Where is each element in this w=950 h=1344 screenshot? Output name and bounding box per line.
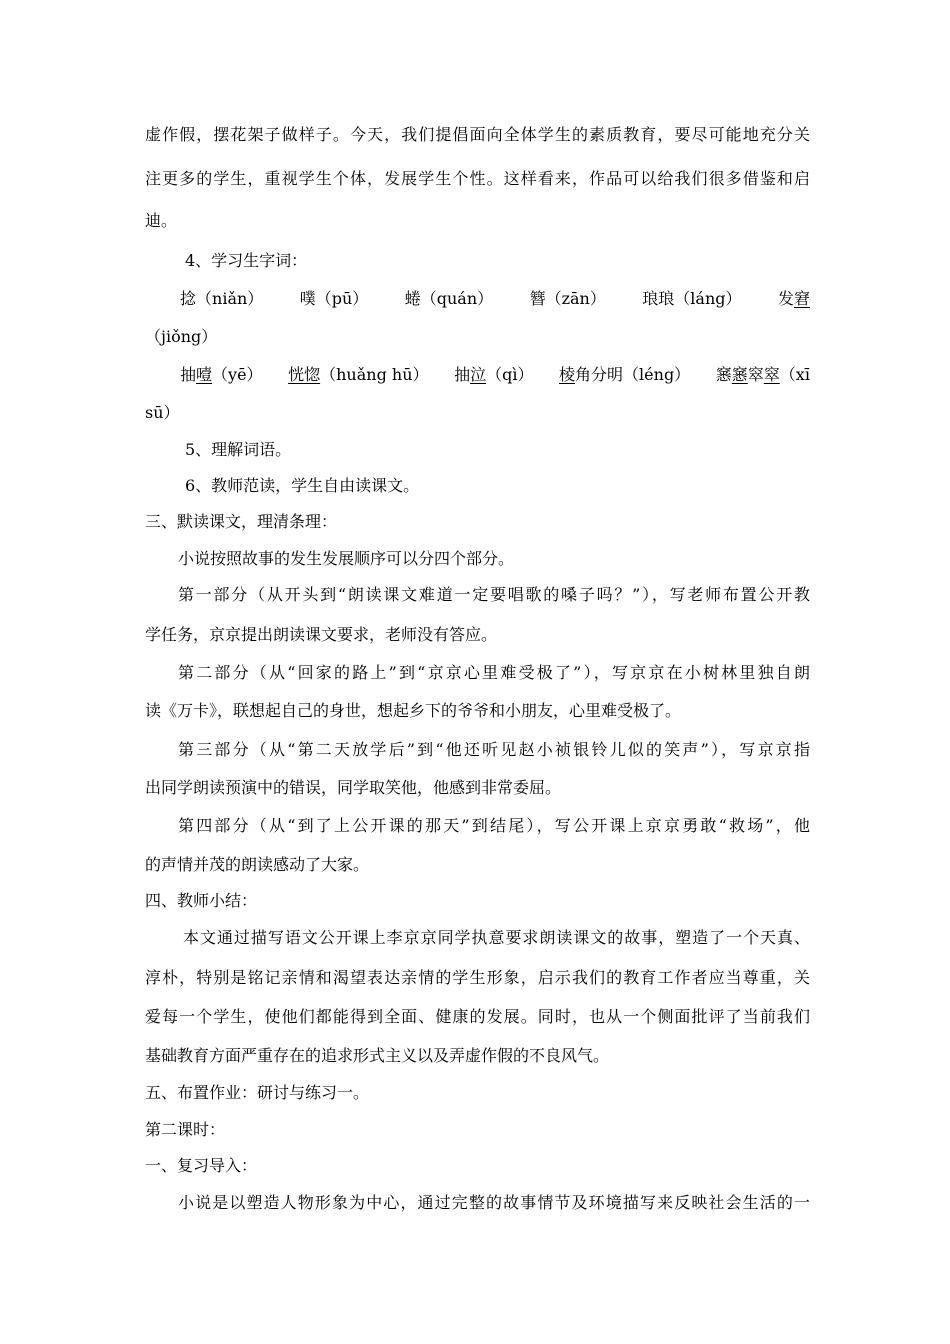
vocab-item: 蜷（quán）	[404, 289, 494, 308]
paragraph-line: 注更多的学生，重视学生个体，发展学生个性。这样看来，作品可以给我们很多借鉴和启	[145, 169, 810, 188]
paragraph-line: 迪。	[145, 211, 178, 230]
paragraph-line: 本文通过描写语文公开课上李京京同学执意要求朗读课文的故事，塑造了一个天真、	[183, 928, 810, 947]
list-item-6: 6、教师范读，学生自由读课文。	[185, 476, 420, 495]
section-heading: 五、布置作业：研讨与练习一。	[145, 1083, 370, 1102]
vocab-item: 恍惚（huǎng hū）	[288, 365, 429, 384]
section-heading: 一、复习导入：	[145, 1156, 258, 1175]
paragraph-line: 学任务，京京提出朗读课文要求，老师没有答应。	[145, 625, 498, 644]
vocab-row-1	[180, 288, 810, 310]
paragraph-line: 读《万卡》，联想起自己的身世，想起乡下的爷爷和小朋友，心里难受极了。	[145, 701, 682, 720]
vocab-item: 棱角分明（léng）	[559, 365, 691, 384]
paragraph-line: 第一部分（从开头到“朗读课文难道一定要唱歌的嗓子吗？”），写老师布置公开教	[178, 585, 810, 604]
vocab-wrap: （jiǒng）	[145, 327, 218, 346]
paragraph-line: 虚作假，摆花架子做样子。今天，我们提倡面向全体学生的素质教育，要尽可能地充分关	[145, 125, 810, 144]
list-item-4: 4、学习生字词：	[185, 251, 308, 270]
vocab-row-2	[180, 364, 810, 386]
paragraph-line: 第四部分（从“到了上公开课的那天”到结尾），写公开课上京京勇敢“救场”，他	[178, 816, 810, 835]
section-heading: 三、默读课文，理清条理：	[145, 512, 338, 531]
vocab-item: 簪（zān）	[529, 289, 606, 308]
paragraph-line: 第二部分（从“回家的路上”到“京京心里难受极了”），写京京在小树林里独自朗	[178, 663, 810, 682]
paragraph-line: 小说按照故事的发生发展顺序可以分四个部分。	[178, 549, 515, 568]
paragraph-line: 第三部分（从“第二天放学后”到“他还听见赵小祯银铃儿似的笑声”），写京京指	[178, 740, 810, 759]
vocab-item: 抽噎（yē）	[180, 365, 263, 384]
paragraph-line: 的声情并茂的朗读感动了大家。	[145, 855, 370, 874]
vocab-item: 抽泣（qì）	[454, 365, 534, 384]
paragraph-line: 淳朴，特别是铭记亲情和渴望表达亲情的学生形象，启示我们的教育工作者应当尊重，关	[145, 968, 810, 987]
section-heading: 四、教师小结：	[145, 891, 258, 910]
paragraph-line: 爱每一个学生，使他们都能得到全面、健康的发展。同时，也从一个侧面批评了当前我们	[145, 1007, 810, 1026]
vocab-item: 噗（pū）	[299, 289, 369, 308]
paragraph-line: 出同学朗读预演中的错误，同学取笑他，他感到非常委屈。	[145, 778, 562, 797]
paragraph-line: 基础教育方面严重存在的追求形式主义以及弄虚作假的不良风气。	[145, 1046, 610, 1065]
lesson-heading: 第二课时：	[145, 1120, 226, 1139]
vocab-wrap: sū）	[145, 403, 180, 422]
paragraph-line: 小说是以塑造人物形象为中心，通过完整的故事情节及环境描写来反映社会生活的一	[178, 1193, 810, 1212]
list-item-5: 5、理解词语。	[185, 440, 292, 459]
vocab-item: 发窘	[777, 289, 810, 308]
vocab-item: 捻（niǎn）	[180, 289, 264, 308]
vocab-item: 琅琅（láng）	[642, 289, 742, 308]
vocab-item: 窸窸窣窣（xī	[715, 365, 810, 384]
